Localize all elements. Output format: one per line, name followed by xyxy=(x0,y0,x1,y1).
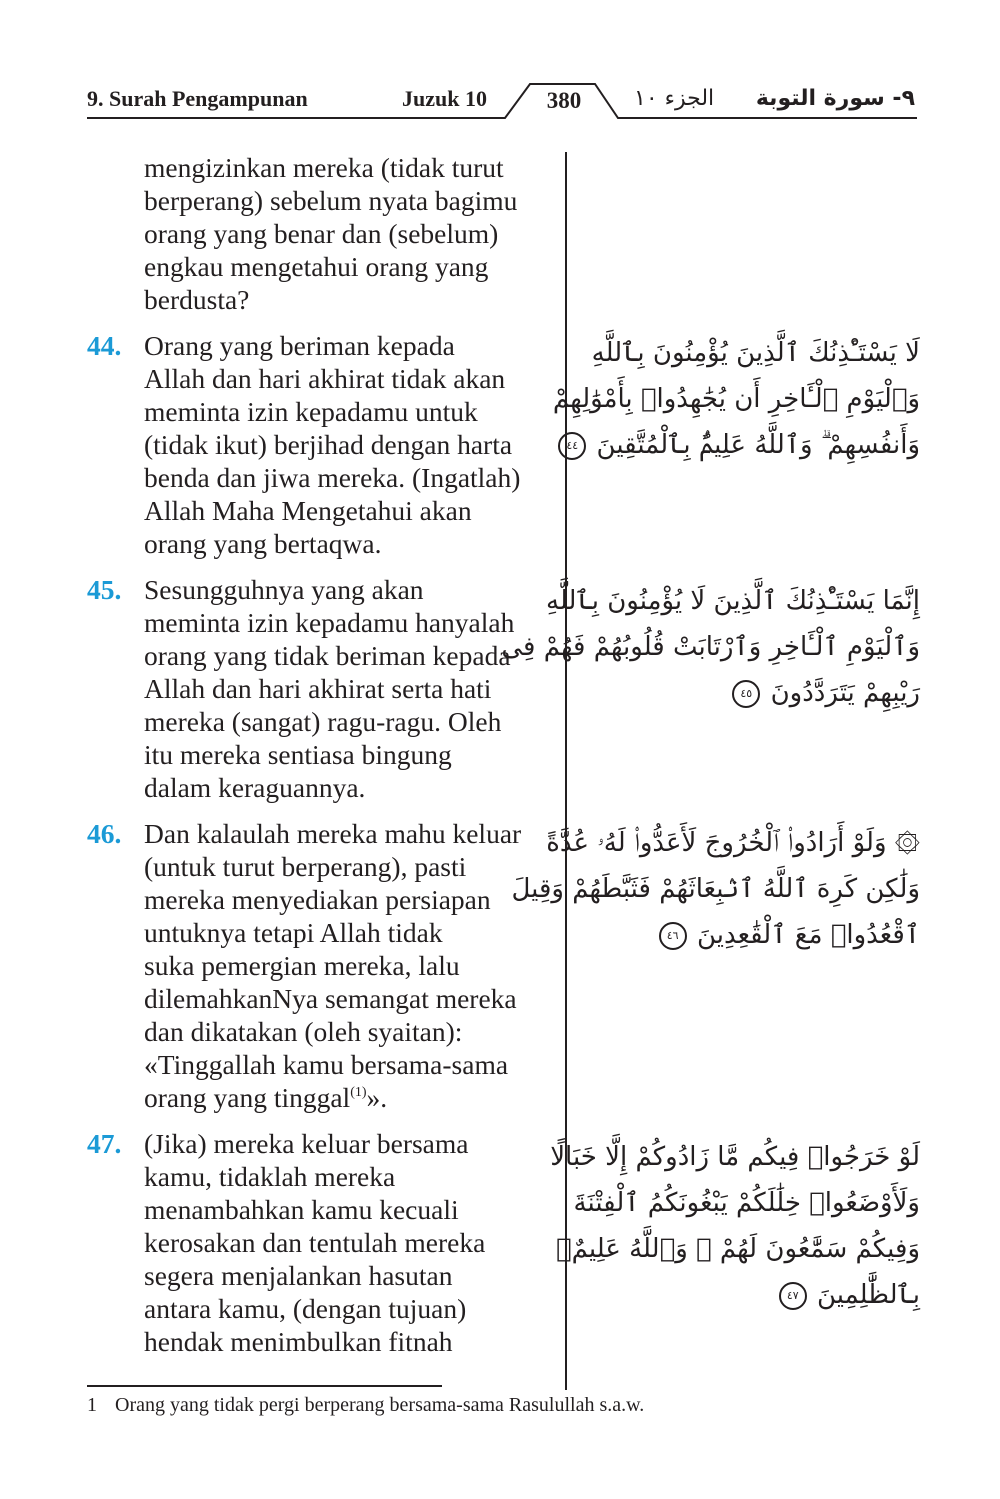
arabic-line-text: وَأَنفُسِهِمْ ۗ وَٱللَّهُ عَلِيمٌۢ بِٱلْمُتَّقِينَ xyxy=(596,430,920,460)
arabic-line: إِنَّمَا يَسْتَـْٔذِنُكَ ٱلَّذِينَ لَا يُؤْمِنُونَ بِٱللَّهِ xyxy=(546,586,920,616)
column-divider xyxy=(565,152,567,1390)
verse-number: 46. xyxy=(87,818,122,849)
arabic-verse-47 xyxy=(550,1134,920,1318)
arabic-line: لَا يَسْتَـْٔذِنُكَ ٱلَّذِينَ يُؤْمِنُونَ بِٱللَّهِ xyxy=(591,338,920,368)
verse-44 xyxy=(87,329,562,560)
arabic-line: وَٱلْيَوْمِ ٱلْـَٔاخِرِ أَن يُجَٰهِدُوا۟ بِأَمْوَٰلِهِمْ xyxy=(552,384,920,414)
surah-title-arabic: ٩- سورة التوبة xyxy=(755,86,915,111)
verse-text xyxy=(144,817,562,1114)
verse-number: 45. xyxy=(87,574,122,605)
verse-47 xyxy=(87,1127,562,1358)
verse-continuation xyxy=(87,151,562,316)
header-rule xyxy=(0,0,1000,130)
arabic-line: وَٱلْيَوْمِ ٱلْـَٔاخِرِ وَٱرْتَابَتْ قُلُوبُهُمْ فَهُمْ فِى xyxy=(501,632,920,662)
arabic-line: وَلَٰكِن كَرِهَ ٱللَّهُ ٱنۢبِعَاثَهُمْ فَثَبَّطَهُمْ وَقِيلَ xyxy=(511,874,920,904)
arabic-line: وَفِيكُمْ سَمَّٰعُونَ لَهُمْ ۗ وَٱللَّهُ عَلِيمٌۢ xyxy=(555,1234,920,1264)
arabic-verse-45 xyxy=(501,578,920,716)
footnote-rule xyxy=(87,1385,442,1387)
verse-text: mengizinkan mereka (tidak turut berperang) sebelum nyata bagimu orang yang benar dan (sebelum) engkau mengetahui orang yang berdusta? xyxy=(144,152,518,315)
arabic-line: ۞ وَلَوْ أَرَادُوا۟ ٱلْخُرُوجَ لَأَعَدُّوا۟ لَهُۥ عُدَّةً xyxy=(546,828,920,858)
juz-label-latin: Juzuk 10 xyxy=(402,86,487,111)
arabic-line: لَوْ خَرَجُوا۟ فِيكُم مَّا زَادُوكُمْ إِلَّا خَبَالًا xyxy=(550,1142,920,1172)
arabic-line xyxy=(598,670,920,716)
arabic-line-text: ٱقْعُدُوا۟ مَعَ ٱلْقَٰعِدِينَ xyxy=(696,920,920,950)
arabic-verse-46 xyxy=(511,820,920,958)
arabic-line xyxy=(566,422,920,468)
aya-end-marker-icon: ٤٧ xyxy=(779,1282,807,1310)
arabic-line-text: بِٱلظَّٰلِمِينَ xyxy=(817,1280,920,1310)
verse-text: Sesungguhnya yang akan meminta izin kepadamu hanyalah orang yang tidak beriman kepada Allah dan hari akhirat serta hati mereka (sangat) ragu-ragu. Oleh itu mereka sentiasa bingung dalam keraguannya. xyxy=(144,574,515,803)
footnote-number: 1 xyxy=(87,1394,97,1416)
translation-column xyxy=(87,151,562,1371)
verse-45 xyxy=(87,573,562,804)
verse-text: Orang yang beriman kepada Allah dan hari akhirat tidak akan meminta izin kepadamu untuk (tidak ikut) berjihad dengan harta benda dan jiwa mereka. (Ingatlah) Allah Maha Mengetahui akan orang yang bertaqwa. xyxy=(144,330,521,559)
surah-title-latin: 9. Surah Pengampunan xyxy=(87,86,308,111)
footnote xyxy=(87,1394,644,1417)
verse-number: 47. xyxy=(87,1128,122,1159)
juz-label-arabic: الجزء ١٠ xyxy=(634,86,715,111)
verse-46 xyxy=(87,817,562,1114)
verse-number: 44. xyxy=(87,330,122,361)
arabic-line xyxy=(598,912,920,958)
arabic-line: وَلَأَوْضَعُوا۟ خِلَٰلَكُمْ يَبْغُونَكُمُ ٱلْفِتْنَةَ xyxy=(573,1188,920,1218)
arabic-verse-44 xyxy=(552,330,920,468)
arabic-line xyxy=(598,1272,920,1318)
footnote-reference[interactable]: (1) xyxy=(350,1085,367,1100)
arabic-line-text: رَيْبِهِمْ يَتَرَدَّدُونَ xyxy=(770,678,920,708)
aya-end-marker-icon: ٤٥ xyxy=(732,680,760,708)
page-header xyxy=(0,0,1000,130)
verse-text-end: ». xyxy=(366,1082,388,1113)
verse-text: (Jika) mereka keluar bersama kamu, tidaklah mereka menambahkan kamu kecuali kerosakan dan tentulah mereka segera menjalankan hasutan antara kamu, (dengan tujuan) hendak menimbulkan fitnah xyxy=(144,1128,486,1357)
verse-text-body: Dan kalaulah mereka mahu keluar (untuk turut berperang), pasti mereka menyediakan persiapan untuknya tetapi Allah tidak suka pemergian mereka, lalu dilemahkanNya semangat mereka dan dikatakan (oleh syaitan): «Tinggallah kamu bersama-sama orang yang tinggal xyxy=(144,818,522,1113)
footnote-text: Orang yang tidak pergi berperang bersama-sama Rasulullah s.a.w. xyxy=(115,1394,645,1416)
aya-end-marker-icon: ٤٤ xyxy=(558,432,586,460)
aya-end-marker-icon: ٤٦ xyxy=(659,922,687,950)
page-number: 380 xyxy=(546,88,582,113)
